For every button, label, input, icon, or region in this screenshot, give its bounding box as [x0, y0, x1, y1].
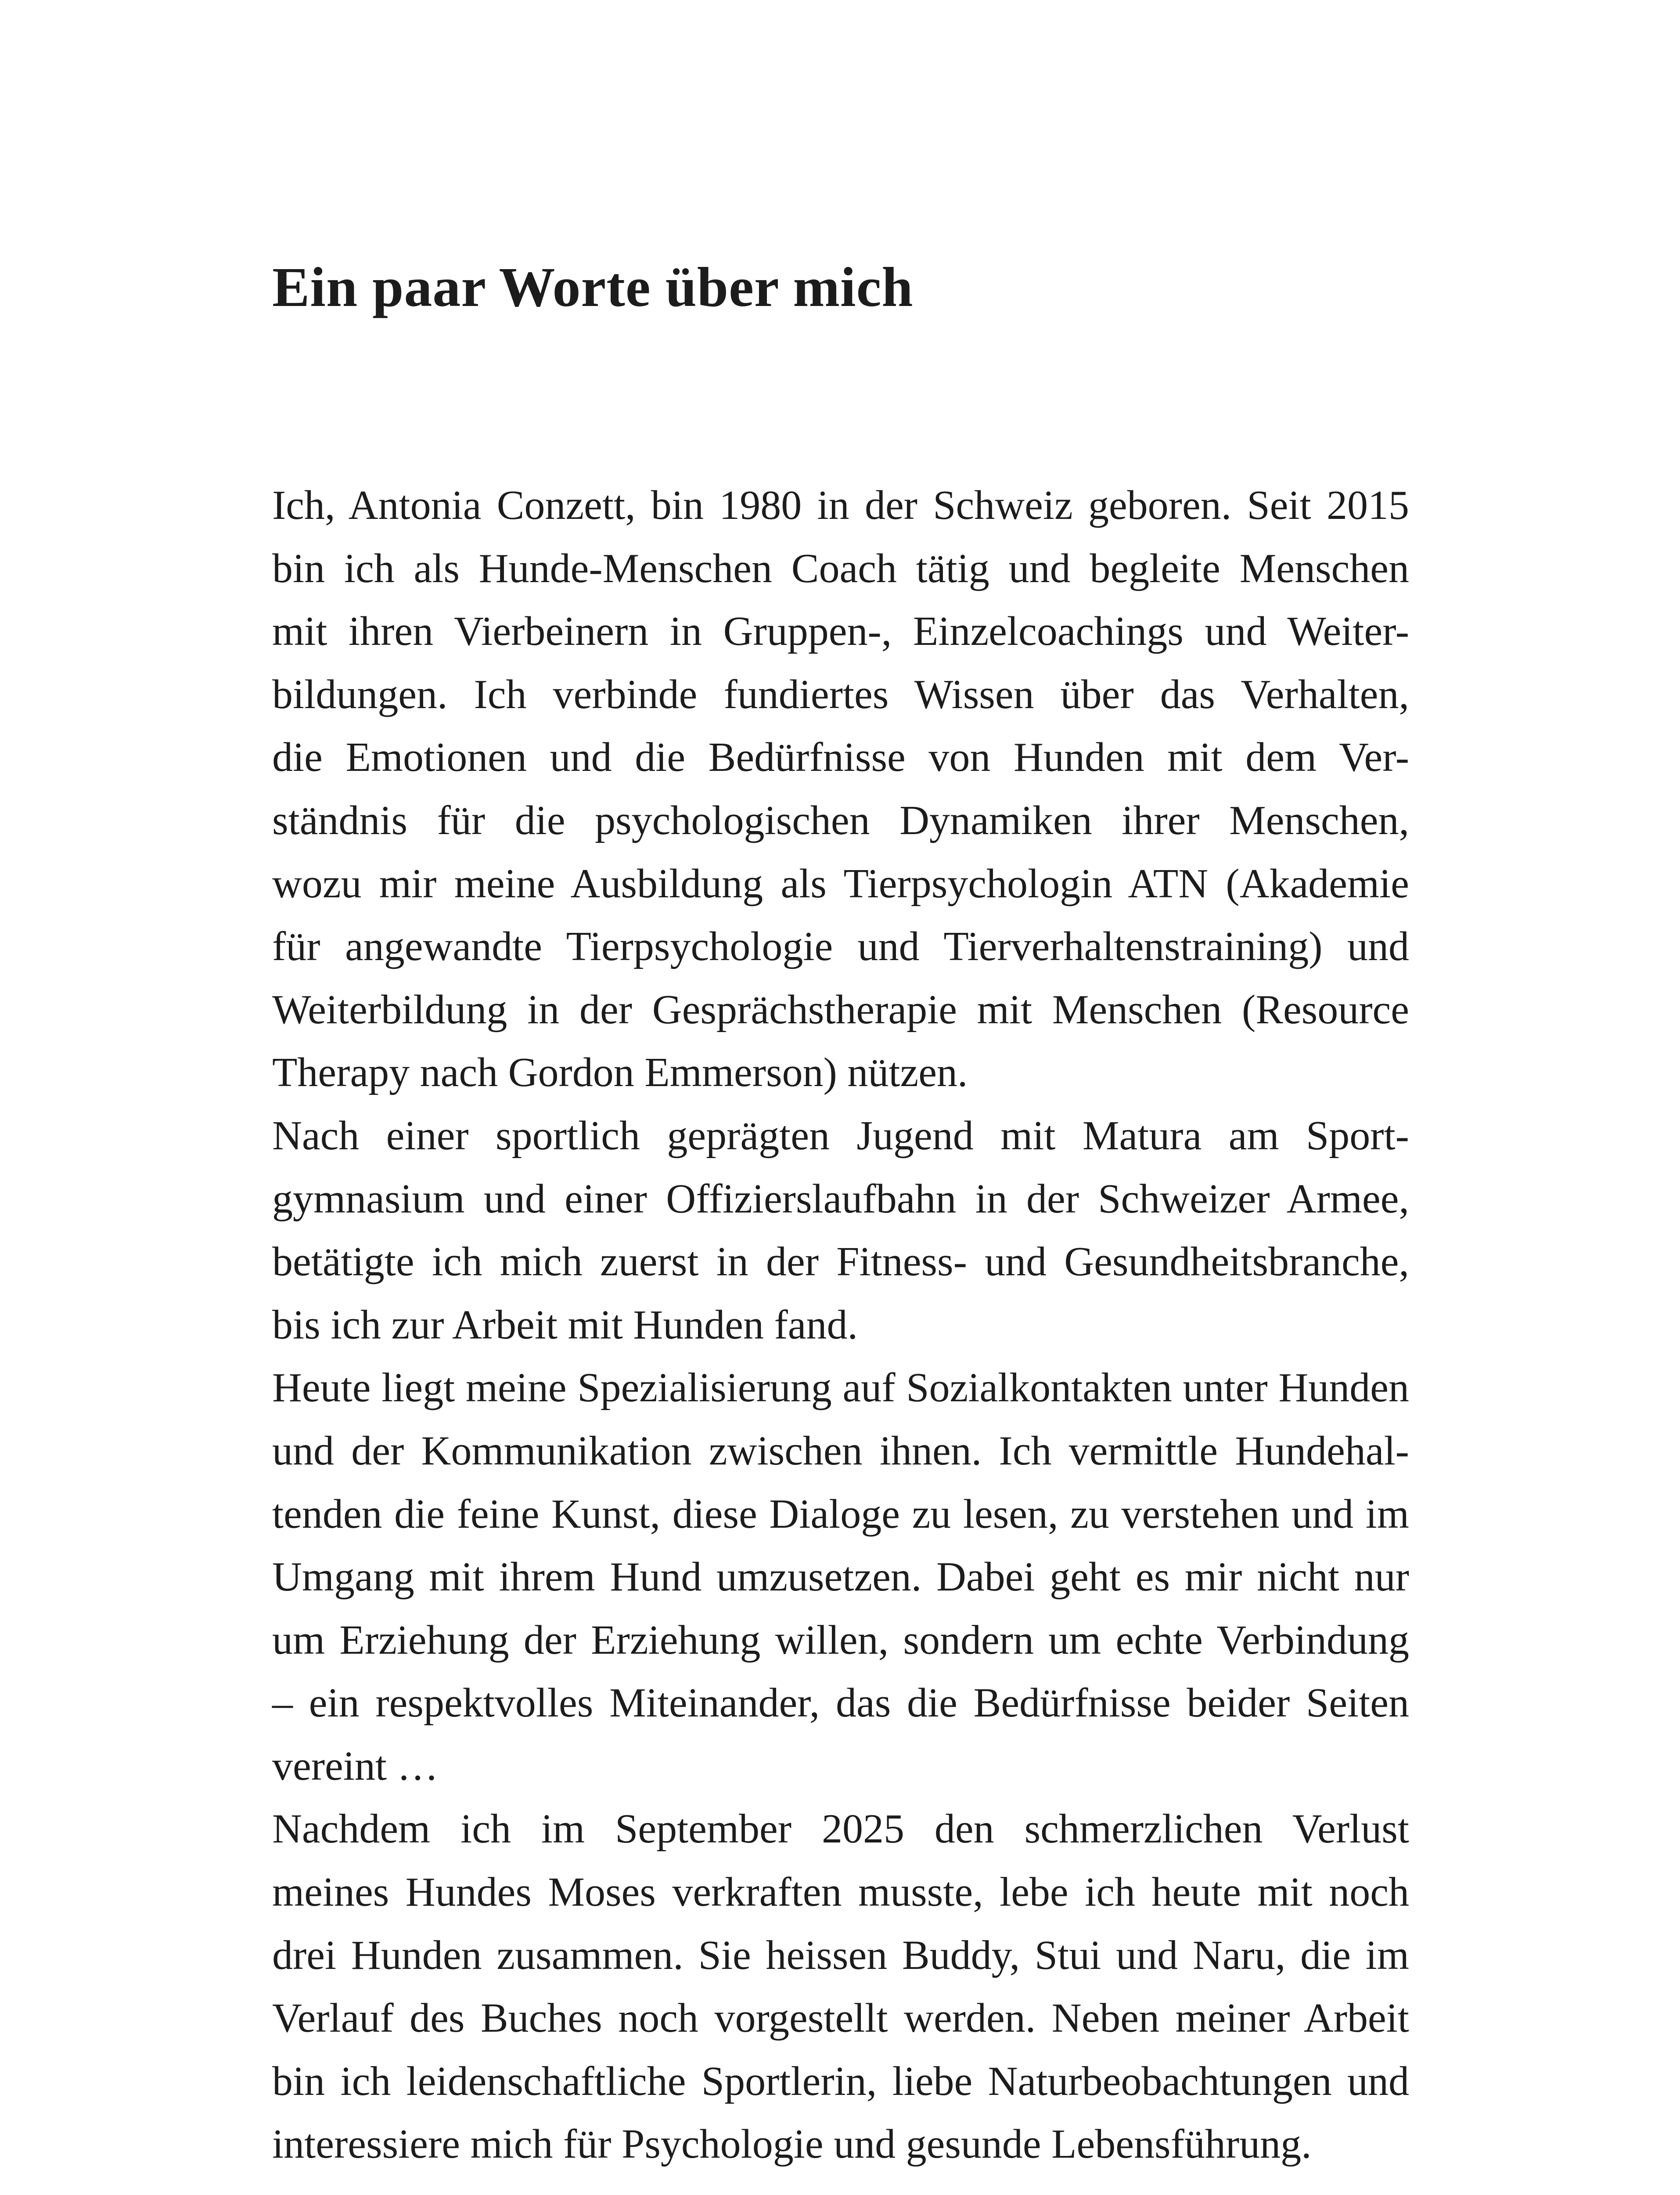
text-line: bin ich leidenschaftliche Sportlerin, liebe Naturbeobachtungen und	[272, 2058, 1409, 2104]
text-line: Ich, Antonia Conzett, bin 1980 in der Schweiz geboren. Seit 2015	[272, 482, 1409, 528]
text-line: Therapy nach Gordon Emmerson) nützen.	[272, 1050, 968, 1096]
text-line: interessiere mich für Psychologie und gesunde Lebensführung.	[272, 2121, 1312, 2167]
text-line: bis ich zur Arbeit mit Hunden fand.	[272, 1302, 858, 1348]
paragraph-4	[272, 1798, 1409, 2176]
text-line: bin ich als Hunde-Menschen Coach tätig und begleite Menschen	[272, 545, 1409, 591]
text-line: Nach einer sportlich geprägten Jugend mit Matura am Sport-	[272, 1112, 1409, 1159]
text-line: drei Hunden zusammen. Sie heissen Buddy, Stui und Naru, die im	[272, 1932, 1409, 1978]
text-line: Verlauf des Buches noch vorgestellt werden. Neben meiner Arbeit	[272, 1995, 1409, 2041]
text-line: gymnasium und einer Offizierslaufbahn in der Schweizer Armee,	[272, 1176, 1409, 1222]
text-line: um Erziehung der Erziehung willen, sondern um echte Verbindung	[272, 1617, 1409, 1663]
paragraph-3	[272, 1357, 1409, 1798]
text-line: und der Kommunikation zwischen ihnen. Ich vermittle Hundehal-	[272, 1428, 1409, 1474]
text-line: bildungen. Ich verbinde fundiertes Wissen über das Verhalten,	[272, 671, 1409, 717]
text-line: Umgang mit ihrem Hund umzusetzen. Dabei geht es mir nicht nur	[272, 1554, 1409, 1600]
text-line: mit ihren Vierbeinern in Gruppen-, Einzelcoachings und Weiter-	[272, 608, 1409, 655]
text-line: – ein respektvolles Miteinander, das die Bedürfnisse beider Seiten	[272, 1680, 1409, 1726]
text-line: Weiterbildung in der Gesprächstherapie mit Menschen (Resource	[272, 986, 1409, 1033]
text-line: wozu mir meine Ausbildung als Tierpsychologin ATN (Akademie	[272, 860, 1409, 907]
paragraph-1	[272, 474, 1409, 1105]
text-line: die Emotionen und die Bedürfnisse von Hunden mit dem Ver-	[272, 734, 1409, 781]
text-line: betätigte ich mich zuerst in der Fitness- und Gesundheitsbranche,	[272, 1239, 1409, 1285]
text-line: vereint …	[272, 1743, 439, 1789]
text-line: meines Hundes Moses verkraften musste, lebe ich heute mit noch	[272, 1869, 1409, 1915]
paragraph-2	[272, 1105, 1409, 1357]
text-line: Nachdem ich im September 2025 den schmerzlichen Verlust	[272, 1806, 1409, 1852]
body-text	[272, 474, 1409, 2176]
text-line: Heute liegt meine Spezialisierung auf Sozialkontakten unter Hunden	[272, 1365, 1409, 1411]
page-title: Ein paar Worte über mich	[272, 256, 914, 318]
text-line: ständnis für die psychologischen Dynamiken ihrer Menschen,	[272, 797, 1409, 843]
text-line: für angewandte Tierpsychologie und Tierverhaltenstraining) und	[272, 924, 1409, 970]
text-line: tenden die feine Kunst, diese Dialoge zu lesen, zu verstehen und im	[272, 1491, 1409, 1537]
